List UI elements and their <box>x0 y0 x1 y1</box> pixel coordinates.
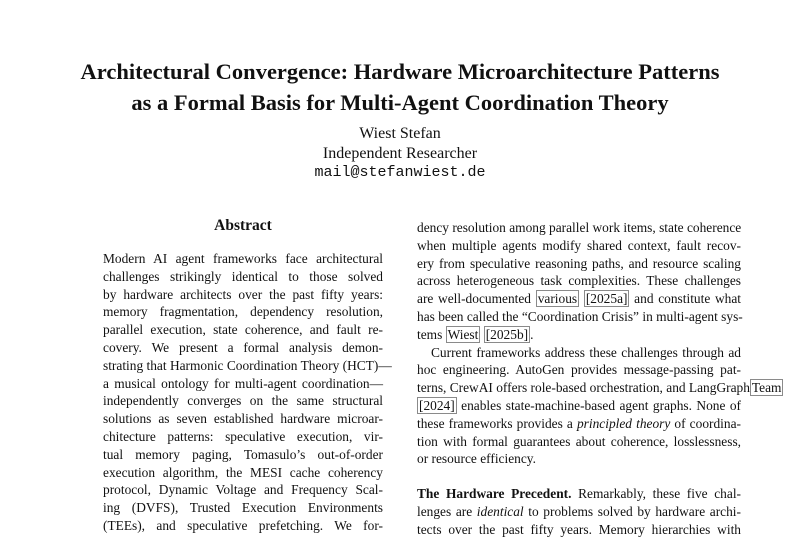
abstract-line: a musical ontology for multi-agent coordination— <box>103 375 383 391</box>
text-fragment: terns, CrewAI offers role-based orchestration, and LangGraph <box>417 380 750 396</box>
abstract-line: strating that Harmonic Coordination Theory (HCT)— <box>103 357 392 373</box>
abstract-line: tual memory paging, Tomasulo’s out-of-order <box>103 446 383 462</box>
intro-line: when multiple agents modify shared context, fault recov- <box>417 237 741 253</box>
text-fragment: tems <box>417 326 446 342</box>
intro-line: or resource efficiency. <box>417 451 536 467</box>
abstract-line: parallel execution, state coherence, and fault re- <box>103 322 383 338</box>
abstract-line: execution algorithm, the MESI cache coherency <box>103 464 383 480</box>
text-fragment: are well-documented <box>417 291 536 307</box>
abstract-line: chitecture patterns: speculative execution, vir- <box>103 428 383 444</box>
text-fragment: and constitute what <box>629 291 741 307</box>
citation-link[interactable]: [2025b] <box>485 326 529 342</box>
text-fragment: to problems solved by hardware archi- <box>523 503 741 519</box>
intro-line <box>417 326 741 344</box>
abstract-line: (TEEs), and speculative prefetching. We for- <box>103 517 383 533</box>
citation-link[interactable]: Team <box>751 380 782 396</box>
abstract-heading: Abstract <box>214 217 272 234</box>
intro-line <box>417 485 741 503</box>
abstract-line: memory fragmentation, dependency resolution, <box>103 304 383 320</box>
author-name: Wiest Stefan <box>359 125 441 142</box>
abstract-line: protocol, Dynamic Voltage and Frequency Scal- <box>103 482 383 498</box>
emphasis-text: principled theory <box>576 415 671 431</box>
abstract-line: Modern AI agent frameworks face architectural <box>103 251 383 266</box>
intro-line: tion with formal guarantees about coherence, losslessness, <box>417 433 741 449</box>
title-line-1: Architectural Convergence: Hardware Microarchitecture Patterns <box>80 59 720 84</box>
introduction-body <box>417 219 782 539</box>
intro-line <box>417 290 741 308</box>
intro-line <box>417 379 782 397</box>
text-fragment: these frameworks provides a <box>417 415 577 431</box>
paragraph-heading: The Hardware Precedent. <box>417 486 572 502</box>
title-line-2: as a Formal Basis for Multi-Agent Coordination Theory <box>131 90 669 115</box>
intro-line: ery from speculative reasoning paths, and resource scaling <box>417 255 741 271</box>
abstract-line: by hardware architects over the past fifty years: <box>103 286 383 302</box>
intro-line: Current frameworks address these challenges through ad <box>431 344 741 360</box>
author-affiliation: Independent Researcher <box>322 144 478 162</box>
intro-line: hoc engineering. AutoGen provides message-passing pat- <box>417 362 741 378</box>
paragraph-gap <box>417 468 741 485</box>
paper-title <box>40 56 760 118</box>
intro-line <box>417 503 741 521</box>
emphasis-text: identical <box>476 503 524 519</box>
text-fragment: of coordina- <box>670 415 741 431</box>
abstract-line: covery. We present a formal analysis demon- <box>103 339 383 355</box>
citation-link[interactable]: [2025a] <box>585 291 628 307</box>
citation-link[interactable]: various <box>537 291 578 307</box>
author-email[interactable]: mail@stefanwiest.de <box>314 164 486 181</box>
text-fragment: Remarkably, these five chal- <box>571 486 741 502</box>
intro-line: dency resolution among parallel work items, state coherence <box>417 220 742 235</box>
citation-link[interactable]: Wiest <box>447 326 479 342</box>
intro-line: across heterogeneous task complexities. These challenges <box>417 273 741 289</box>
intro-line <box>417 397 741 415</box>
text-fragment: enables state-machine-based agent graphs. None of <box>456 397 741 413</box>
author-block <box>0 124 800 183</box>
abstract-line: challenges strikingly identical to those solved <box>103 268 383 284</box>
text-fragment: lenges are <box>417 503 477 519</box>
abstract-line: solutions as seven established hardware microar- <box>103 411 383 427</box>
abstract-line: independently converges on the same structural <box>103 393 383 409</box>
text-fragment: . <box>530 326 534 342</box>
intro-line <box>417 415 741 433</box>
intro-line: has been called the “Coordination Crisis” in multi-agent sys- <box>417 308 743 324</box>
abstract-body <box>103 250 392 535</box>
abstract-line: ing (DVFS), Trusted Execution Environments <box>103 500 383 516</box>
citation-link[interactable]: [2024] <box>419 397 455 413</box>
intro-line: tects over the past fifty years. Memory hierarchies with <box>417 521 741 537</box>
